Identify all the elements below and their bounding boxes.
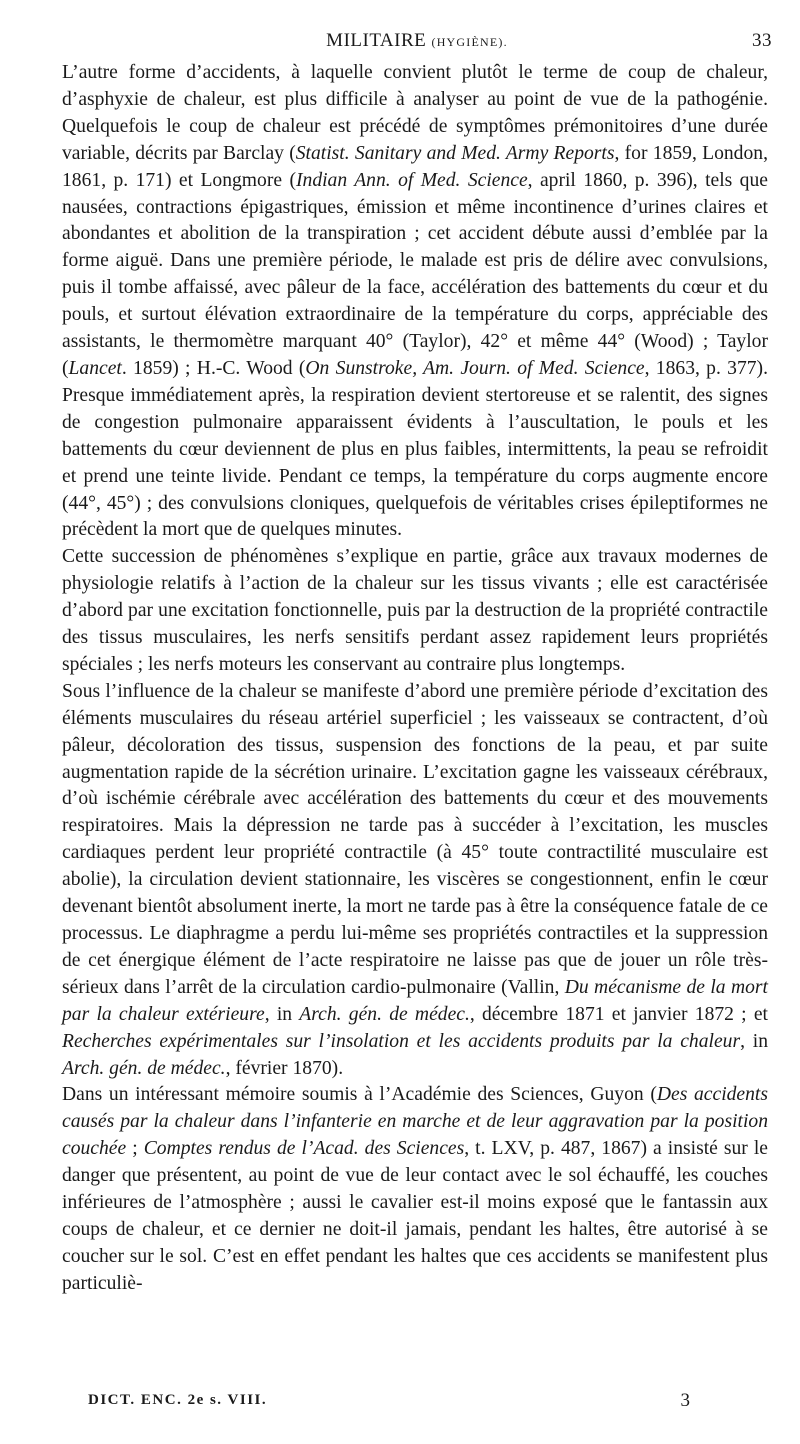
text-run: . 1859) ; H.-C. Wood ( <box>121 357 306 379</box>
paragraph <box>62 1082 768 1297</box>
paragraph <box>62 60 768 544</box>
italic-citation: Indian Ann. of Med. Science <box>296 169 528 191</box>
paragraph <box>62 679 768 1083</box>
italic-citation: Arch. gén. de médec. <box>62 1057 226 1079</box>
italic-citation: Du mécanisme de la mort par la chaleur extérieure <box>62 976 768 1025</box>
text-run: ; <box>126 1138 144 1160</box>
running-header <box>62 30 772 58</box>
page-number: 33 <box>752 30 772 51</box>
text-run: , april 1860, p. 396), tels que nausées, contractions épigastriques, émission et même incontinence d’urines claires et abondantes et abolition de la transpiration ; cet accident débute aussi d’emblée par la forme aiguë. Dans une première période, le malade est pris de délire avec convulsions, puis il tombe affaissé, avec pâleur de la face, accélération des battements du cœur et du pouls, et surtout élévation extraordinaire de la température du corps, appréciable des assistants, le thermomètre marquant 40° (Taylor), 42° et même 44° (Wood) ; Taylor ( <box>62 169 768 379</box>
paragraph <box>62 544 768 679</box>
text-run: , décembre 1871 et janvier 1872 ; et <box>469 1003 768 1025</box>
italic-citation: On Sunstroke, Am. Journ. of Med. Science <box>305 357 645 379</box>
text-run: , in <box>740 1030 768 1052</box>
header-subtitle: (HYGIÈNE). <box>431 35 508 49</box>
text-run: L’autre forme d’accidents, à laquelle convient plutôt le terme de coup de chaleur, d’asphyxie de chaleur, est plus difficile à analyser au point de vue de la pathogénie. Quelquefois le coup de chaleur est précédé de symptômes prémonitoires d’une durée variable, décrits par Barclay ( <box>62 62 768 164</box>
italic-citation: Arch. gén. de médec. <box>299 1003 470 1025</box>
text-run: Dans un intéressant mémoire soumis à l’Académie des Sciences, Guyon ( <box>62 1084 657 1106</box>
italic-citation: Comptes rendus de l’Acad. des Sciences <box>143 1138 465 1160</box>
text-run: , for 1859, London, 1861, p. 171) et Longmore ( <box>62 142 768 191</box>
running-title <box>62 30 772 52</box>
text-run: , 1863, p. 377). Presque immédiatement après, la respiration devient stertoreuse et se ralentit, des signes de congestion pulmonaire apparaissent évidents à l’auscultation, le pouls et les battements du cœur deviennent de plus en plus faibles, intermittents, la peau se refroidit et prend une teinte livide. Pendant ce temps, la température du corps augmente encore (44°, 45°) ; des convulsions cloniques, quelquefois de véritables crises épileptiformes ne précèdent la mort que de quelques minutes. <box>62 357 768 541</box>
italic-citation: Des accidents causés par la chaleur dans l’infanterie en marche et de leur aggravation par la position couchée <box>62 1084 768 1160</box>
text-run: , février 1870). <box>225 1057 344 1079</box>
text-run: Sous l’influence de la chaleur se manifeste d’abord une première période d’excitation des éléments musculaires du réseau artériel superficiel ; les vaisseaux se contractent, d’où pâleur, décoloration des tissus, suspension des fonctions de la peau, et par suite augmentation rapide de la sécrétion urinaire. L’excitation gagne les vaisseaux cérébraux, d’où ischémie cérébrale avec accélération des battements du cœur et des mouvements respiratoires. Mais la dépression ne tarde pas à succéder à l’excitation, les muscles cardiaques perdent leur propriété contractile (à 45° toute contractilité musculaire est abolie), la circulation devient stationnaire, les viscères se congestionnent, enfin le cœur devenant bientôt absolument inerte, la mort ne tarde pas à être la conséquence fatale de ce processus. Le diaphragme a perdu lui-même ses propriétés contractiles et la suppression de cet énergique élément de l’acte respiratoire ne laisse pas que de jouer un rôle très-sérieux dans l’arrêt de la circulation cardio-pulmonaire (Vallin, <box>62 680 768 998</box>
italic-citation: Statist. Sanitary and Med. Army Reports <box>295 142 615 164</box>
text-run: Cette succession de phénomènes s’explique en partie, grâce aux travaux modernes de physiologie relatifs à l’action de la chaleur sur les tissus vivants ; elle est caractérisée d’abord par une excitation fonctionnelle, puis par la destruction de la propriété contractile des tissus musculaires, les nerfs sensitifs perdant assez rapidement leurs propriétés spéciales ; les nerfs moteurs les conservant au contraire plus longtemps. <box>62 546 768 675</box>
signature-mark: DICT. ENC. 2e s. VIII. <box>88 1392 268 1408</box>
italic-citation: Recherches expérimentales sur l’insolation et les accidents produits par la chaleur <box>62 1030 741 1052</box>
text-run: , t. LXV, p. 487, 1867) a insisté sur le danger que présentent, au point de vue de leur contact avec le sol échauffé, les couches inférieures de l’atmosphère ; aussi le cavalier est-il moins exposé que le fantassin aux coups de chaleur, et ce dernier ne doit-il jamais, pendant les haltes, être autorisé à se coucher sur le sol. C’est en effet pendant les haltes que ces accidents se manifestent plus particuliè- <box>62 1138 768 1294</box>
sheet-number: 3 <box>680 1390 690 1411</box>
italic-citation: Lancet <box>68 357 122 379</box>
body-text <box>62 60 768 1298</box>
text-run: , in <box>264 1003 300 1025</box>
header-title: MILITAIRE <box>326 30 427 51</box>
